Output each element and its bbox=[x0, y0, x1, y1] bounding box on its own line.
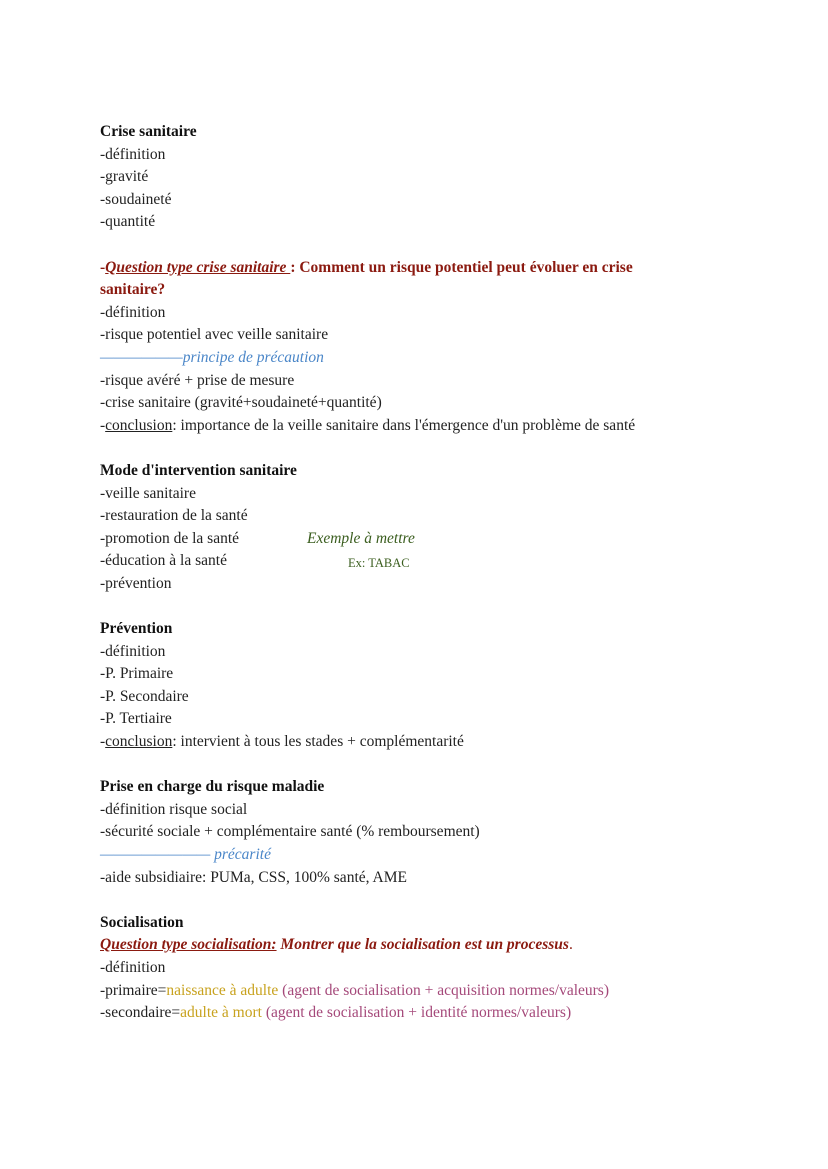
section-title-prevention: Prévention bbox=[100, 620, 173, 638]
secondaire-prefix: -secondaire= bbox=[100, 1004, 181, 1022]
list-item: -soudaineté bbox=[100, 190, 172, 208]
conclusion-label: conclusion bbox=[105, 733, 173, 751]
list-item: -risque potentiel avec veille sanitaire bbox=[100, 326, 329, 344]
primaire-prefix: -primaire= bbox=[100, 981, 167, 999]
list-item: -éducation à la santé bbox=[100, 552, 227, 570]
secondaire-detail: (agent de socialisation + identité normes/valeurs) bbox=[261, 1004, 572, 1022]
list-item: -promotion de la santé bbox=[100, 529, 240, 547]
list-item: -crise sanitaire (gravité+soudaineté+quantité) bbox=[100, 394, 382, 412]
conclusion-label: conclusion bbox=[105, 416, 173, 434]
question-text: : Comment un risque potentiel peut évoluer en crise bbox=[290, 258, 633, 276]
question-label: Question type crise sanitaire bbox=[105, 258, 291, 276]
question-text: Montrer que la socialisation est un processus bbox=[276, 936, 569, 954]
list-item: -prévention bbox=[100, 574, 172, 592]
list-item: -définition bbox=[100, 958, 166, 976]
document-content bbox=[100, 121, 790, 1025]
list-item: -aide subsidiaire: PUMa, CSS, 100% santé, AME bbox=[100, 868, 407, 886]
list-item-secondaire bbox=[100, 1002, 790, 1025]
question-label: Question type socialisation: bbox=[100, 936, 277, 954]
list-item: -P. Tertiaire bbox=[100, 710, 172, 728]
section-title-prise-en-charge: Prise en charge du risque maladie bbox=[100, 778, 325, 796]
list-item: -quantité bbox=[100, 213, 156, 231]
list-item: -restauration de la santé bbox=[100, 507, 248, 525]
note-principe-precaution: ——————principe de précaution bbox=[100, 348, 324, 366]
list-item: -gravité bbox=[100, 168, 149, 186]
list-item: -P. Primaire bbox=[100, 665, 174, 683]
conclusion-line bbox=[100, 731, 790, 754]
section-title-mode-intervention: Mode d'intervention sanitaire bbox=[100, 461, 297, 479]
list-item: -définition bbox=[100, 145, 166, 163]
note-tabac: Ex: TABAC bbox=[348, 556, 410, 571]
note-exemple: Exemple à mettre bbox=[307, 529, 415, 547]
conclusion-text: : importance de la veille sanitaire dans l'émergence d'un problème de santé bbox=[172, 416, 636, 434]
question-dash: - bbox=[100, 258, 106, 276]
section-title-socialisation: Socialisation bbox=[100, 913, 184, 931]
list-item-with-note bbox=[100, 550, 790, 573]
conclusion-text: : intervient à tous les stades + complémentarité bbox=[172, 733, 464, 751]
list-item: -P. Secondaire bbox=[100, 687, 189, 705]
list-item: -risque avéré + prise de mesure bbox=[100, 371, 295, 389]
secondaire-period: adulte à mort bbox=[180, 1004, 262, 1022]
primaire-period: naissance à adulte bbox=[166, 981, 279, 999]
list-item-primaire bbox=[100, 980, 790, 1003]
question-end: . bbox=[568, 936, 573, 954]
list-item: -définition bbox=[100, 642, 166, 660]
list-item: -définition risque social bbox=[100, 800, 248, 818]
question-text-continued: sanitaire? bbox=[100, 281, 166, 299]
question-crise-sanitaire bbox=[100, 257, 790, 280]
primaire-detail: (agent de socialisation + acquisition normes/valeurs) bbox=[278, 981, 610, 999]
list-item: -sécurité sociale + complémentaire santé (% remboursement) bbox=[100, 823, 480, 841]
list-item: -veille sanitaire bbox=[100, 484, 196, 502]
conclusion-dash: - bbox=[100, 733, 106, 751]
conclusion-line bbox=[100, 415, 790, 438]
list-item-with-note bbox=[100, 528, 790, 551]
list-item: -définition bbox=[100, 303, 166, 321]
conclusion-dash: - bbox=[100, 416, 106, 434]
section-title-crise-sanitaire: Crise sanitaire bbox=[100, 123, 197, 140]
question-socialisation bbox=[100, 934, 790, 957]
note-precarite: ———————— précarité bbox=[100, 846, 271, 863]
